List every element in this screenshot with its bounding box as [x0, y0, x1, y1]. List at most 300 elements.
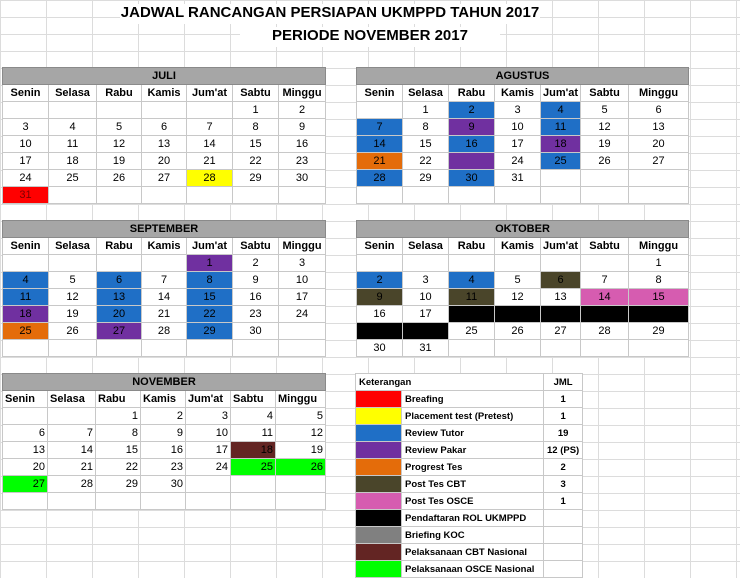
day-cell[interactable]: 28 — [357, 170, 403, 187]
day-cell[interactable]: 20 — [541, 306, 581, 323]
day-cell[interactable]: 2 — [141, 408, 186, 425]
day-cell[interactable] — [233, 187, 279, 204]
day-cell[interactable] — [3, 493, 48, 510]
day-cell[interactable]: 1 — [187, 255, 233, 272]
day-cell[interactable]: 22 — [233, 153, 279, 170]
week-row — [357, 323, 689, 340]
day-cell[interactable]: 5 — [581, 102, 629, 119]
day-cell[interactable]: 26 — [495, 323, 541, 340]
day-cell[interactable]: 2 — [449, 102, 495, 119]
day-cell[interactable]: 25 — [49, 170, 97, 187]
weekday-header: Minggu — [276, 391, 326, 408]
legend-row — [356, 476, 583, 493]
day-cell[interactable] — [449, 187, 495, 204]
day-cell[interactable]: 28 — [48, 476, 96, 493]
day-cell[interactable]: 24 — [403, 323, 449, 340]
day-cell[interactable]: 7 — [142, 272, 187, 289]
day-cell[interactable]: 21 — [142, 306, 187, 323]
day-cell[interactable] — [449, 153, 495, 170]
legend-swatch — [356, 425, 402, 442]
day-cell[interactable] — [357, 255, 403, 272]
day-cell[interactable]: 24 — [495, 153, 541, 170]
day-cell[interactable]: 1 — [233, 102, 279, 119]
day-cell[interactable] — [357, 187, 403, 204]
day-cell[interactable] — [142, 255, 187, 272]
legend-swatch — [356, 442, 402, 459]
day-cell[interactable]: 3 — [403, 272, 449, 289]
legend-swatch — [356, 476, 402, 493]
day-cell[interactable]: 29 — [187, 323, 233, 340]
weekday-header: Kamis — [141, 391, 186, 408]
day-cell[interactable]: 20 — [3, 459, 48, 476]
day-cell[interactable]: 8 — [96, 425, 141, 442]
weekday-header: Senin — [3, 238, 49, 255]
legend-row — [356, 425, 583, 442]
day-cell[interactable]: 17 — [403, 306, 449, 323]
legend-swatch — [356, 408, 402, 425]
day-cell[interactable] — [495, 255, 541, 272]
day-cell[interactable]: 19 — [581, 136, 629, 153]
day-cell[interactable]: 23 — [357, 323, 403, 340]
week-row — [3, 459, 326, 476]
legend-label: Post Tes OSCE — [402, 493, 544, 510]
day-cell[interactable]: 19 — [276, 442, 326, 459]
day-cell[interactable]: 3 — [3, 119, 49, 136]
day-cell[interactable]: 17 — [186, 442, 231, 459]
day-cell[interactable]: 4 — [449, 272, 495, 289]
day-cell[interactable] — [541, 170, 581, 187]
day-cell[interactable]: 1 — [96, 408, 141, 425]
day-cell[interactable]: 1 — [403, 102, 449, 119]
day-cell[interactable]: 22 — [187, 306, 233, 323]
day-cell[interactable] — [187, 340, 233, 357]
week-row — [3, 493, 326, 510]
day-cell[interactable] — [276, 493, 326, 510]
day-cell[interactable] — [49, 187, 97, 204]
week-row — [3, 408, 326, 425]
day-cell[interactable]: 21 — [48, 459, 96, 476]
day-cell[interactable]: 11 — [449, 289, 495, 306]
day-cell[interactable] — [142, 340, 187, 357]
day-cell[interactable]: 16 — [279, 136, 326, 153]
calendar-oktober — [356, 220, 689, 357]
weekday-header: Sabtu — [581, 238, 629, 255]
day-cell[interactable] — [231, 493, 276, 510]
legend-row — [356, 408, 583, 425]
day-cell[interactable]: 10 — [495, 119, 541, 136]
legend-label: Briefing KOC — [402, 527, 544, 544]
day-cell[interactable]: 26 — [97, 170, 142, 187]
day-cell[interactable]: 30 — [357, 340, 403, 357]
day-cell[interactable]: 21 — [581, 306, 629, 323]
day-cell[interactable]: 26 — [49, 323, 97, 340]
day-cell[interactable]: 20 — [629, 136, 689, 153]
day-cell[interactable] — [3, 102, 49, 119]
day-cell[interactable] — [629, 340, 689, 357]
day-cell[interactable]: 13 — [541, 289, 581, 306]
day-cell[interactable]: 30 — [141, 476, 186, 493]
day-cell[interactable]: 8 — [403, 119, 449, 136]
week-row — [3, 425, 326, 442]
day-cell[interactable]: 14 — [142, 289, 187, 306]
day-cell[interactable]: 6 — [97, 272, 142, 289]
day-cell[interactable]: 16 — [449, 136, 495, 153]
day-cell[interactable]: 13 — [3, 442, 48, 459]
day-cell[interactable]: 4 — [49, 119, 97, 136]
day-cell[interactable] — [541, 187, 581, 204]
day-cell[interactable] — [3, 255, 49, 272]
day-cell[interactable]: 3 — [186, 408, 231, 425]
weekday-header: Selasa — [403, 85, 449, 102]
day-cell[interactable] — [187, 187, 233, 204]
day-cell[interactable] — [231, 476, 276, 493]
week-row — [3, 119, 326, 136]
legend-header: Keterangan — [356, 374, 544, 391]
legend-label: Pelaksanaan OSCE Nasional — [402, 561, 544, 578]
day-cell[interactable]: 4 — [3, 272, 49, 289]
day-cell[interactable]: 29 — [233, 170, 279, 187]
legend-label: Breafing — [402, 391, 544, 408]
day-cell[interactable]: 14 — [581, 289, 629, 306]
day-cell[interactable] — [48, 408, 96, 425]
week-row — [357, 153, 689, 170]
day-cell[interactable]: 30 — [279, 170, 326, 187]
week-row — [357, 306, 689, 323]
legend-row — [356, 544, 583, 561]
legend-count — [544, 544, 583, 561]
weekday-header: Selasa — [49, 238, 97, 255]
day-cell[interactable]: 7 — [187, 119, 233, 136]
day-cell[interactable]: 27 — [97, 323, 142, 340]
day-cell[interactable]: 5 — [97, 119, 142, 136]
weekday-header: Senin — [357, 238, 403, 255]
day-cell[interactable]: 15 — [233, 136, 279, 153]
day-cell[interactable]: 6 — [629, 102, 689, 119]
day-cell[interactable]: 13 — [142, 136, 187, 153]
day-cell[interactable]: 24 — [3, 170, 49, 187]
day-cell[interactable]: 19 — [49, 306, 97, 323]
week-row — [3, 170, 326, 187]
day-cell[interactable]: 28 — [187, 170, 233, 187]
day-cell[interactable]: 31 — [495, 170, 541, 187]
weekday-header: Sabtu — [581, 85, 629, 102]
day-cell[interactable]: 22 — [96, 459, 141, 476]
day-cell[interactable] — [49, 255, 97, 272]
legend-row — [356, 510, 583, 527]
day-cell[interactable] — [629, 187, 689, 204]
week-row — [3, 136, 326, 153]
day-cell[interactable]: 2 — [357, 272, 403, 289]
month-title: JULI — [3, 68, 326, 85]
weekday-header: Kamis — [495, 238, 541, 255]
day-cell[interactable]: 18 — [541, 136, 581, 153]
day-cell[interactable]: 9 — [233, 272, 279, 289]
week-row — [357, 136, 689, 153]
day-cell[interactable] — [449, 340, 495, 357]
legend-row — [356, 493, 583, 510]
day-cell[interactable]: 16 — [357, 306, 403, 323]
day-cell[interactable]: 10 — [279, 272, 326, 289]
legend-swatch — [356, 493, 402, 510]
day-cell[interactable] — [541, 255, 581, 272]
day-cell[interactable] — [97, 187, 142, 204]
legend-count: 12 (PS) — [544, 442, 583, 459]
weekday-header: Selasa — [48, 391, 96, 408]
day-cell[interactable]: 11 — [3, 289, 49, 306]
week-row — [3, 340, 326, 357]
day-cell[interactable]: 15 — [187, 289, 233, 306]
day-cell[interactable]: 25 — [231, 459, 276, 476]
day-cell[interactable] — [233, 340, 279, 357]
day-cell[interactable]: 22 — [629, 306, 689, 323]
day-cell[interactable]: 25 — [541, 153, 581, 170]
day-cell[interactable]: 12 — [49, 289, 97, 306]
day-cell[interactable]: 15 — [96, 442, 141, 459]
day-cell[interactable]: 2 — [233, 255, 279, 272]
day-cell[interactable]: 19 — [97, 153, 142, 170]
week-row — [3, 255, 326, 272]
day-cell[interactable]: 22 — [403, 153, 449, 170]
weekday-header: Jum'at — [186, 391, 231, 408]
day-cell[interactable]: 20 — [142, 153, 187, 170]
day-cell[interactable]: 11 — [541, 119, 581, 136]
day-cell[interactable]: 18 — [49, 153, 97, 170]
legend-count: 3 — [544, 476, 583, 493]
day-cell[interactable]: 24 — [186, 459, 231, 476]
day-cell[interactable]: 28 — [581, 323, 629, 340]
legend-count — [544, 510, 583, 527]
day-cell[interactable] — [495, 340, 541, 357]
day-cell[interactable] — [49, 340, 97, 357]
day-cell[interactable]: 15 — [629, 289, 689, 306]
day-cell[interactable] — [142, 102, 187, 119]
day-cell[interactable]: 5 — [495, 272, 541, 289]
week-row — [3, 476, 326, 493]
weekday-header: Selasa — [403, 238, 449, 255]
legend-count — [544, 527, 583, 544]
day-cell[interactable]: 13 — [97, 289, 142, 306]
day-cell[interactable]: 7 — [357, 119, 403, 136]
day-cell[interactable]: 18 — [231, 442, 276, 459]
day-cell[interactable]: 6 — [541, 272, 581, 289]
week-row — [357, 289, 689, 306]
day-cell[interactable]: 24 — [279, 306, 326, 323]
day-cell[interactable]: 5 — [276, 408, 326, 425]
day-cell[interactable]: 17 — [279, 289, 326, 306]
day-cell[interactable]: 14 — [357, 136, 403, 153]
weekday-header: Minggu — [279, 85, 326, 102]
day-cell[interactable] — [581, 187, 629, 204]
weekday-header: Minggu — [629, 238, 689, 255]
day-cell[interactable]: 16 — [233, 289, 279, 306]
day-cell[interactable]: 13 — [629, 119, 689, 136]
weekday-header: Senin — [357, 85, 403, 102]
weekday-header: Kamis — [495, 85, 541, 102]
day-cell[interactable] — [3, 340, 49, 357]
day-cell[interactable]: 7 — [48, 425, 96, 442]
day-cell[interactable] — [48, 493, 96, 510]
day-cell[interactable]: 1 — [629, 255, 689, 272]
day-cell[interactable] — [141, 493, 186, 510]
day-cell[interactable]: 29 — [96, 476, 141, 493]
day-cell[interactable]: 18 — [449, 306, 495, 323]
day-cell[interactable]: 12 — [276, 425, 326, 442]
day-cell[interactable]: 20 — [97, 306, 142, 323]
week-row — [3, 289, 326, 306]
day-cell[interactable]: 31 — [3, 187, 49, 204]
day-cell[interactable] — [357, 102, 403, 119]
month-title: NOVEMBER — [3, 374, 326, 391]
legend-label: Placement test (Pretest) — [402, 408, 544, 425]
day-cell[interactable]: 17 — [3, 153, 49, 170]
weekday-header: Senin — [3, 85, 49, 102]
weekday-header: Jum'at — [187, 85, 233, 102]
day-cell[interactable]: 9 — [449, 119, 495, 136]
day-cell[interactable]: 6 — [142, 119, 187, 136]
day-cell[interactable]: 4 — [231, 408, 276, 425]
day-cell[interactable] — [97, 102, 142, 119]
day-cell[interactable]: 14 — [48, 442, 96, 459]
day-cell[interactable]: 26 — [581, 153, 629, 170]
day-cell[interactable] — [279, 187, 326, 204]
legend-label: Review Pakar — [402, 442, 544, 459]
weekday-header: Senin — [3, 391, 48, 408]
legend-count: 1 — [544, 408, 583, 425]
day-cell[interactable]: 11 — [231, 425, 276, 442]
day-cell[interactable]: 29 — [629, 323, 689, 340]
day-cell[interactable]: 31 — [403, 340, 449, 357]
day-cell[interactable]: 11 — [49, 136, 97, 153]
day-cell[interactable]: 6 — [3, 425, 48, 442]
day-cell[interactable] — [49, 102, 97, 119]
day-cell[interactable]: 9 — [357, 289, 403, 306]
week-row — [3, 323, 326, 340]
day-cell[interactable] — [581, 170, 629, 187]
day-cell[interactable]: 21 — [357, 153, 403, 170]
day-cell[interactable] — [279, 323, 326, 340]
month-title: SEPTEMBER — [3, 221, 326, 238]
day-cell[interactable]: 9 — [141, 425, 186, 442]
day-cell[interactable] — [403, 255, 449, 272]
day-cell[interactable] — [581, 340, 629, 357]
day-cell[interactable] — [97, 255, 142, 272]
week-row — [357, 187, 689, 204]
week-row — [3, 272, 326, 289]
day-cell[interactable]: 9 — [279, 119, 326, 136]
day-cell[interactable]: 27 — [629, 153, 689, 170]
day-cell[interactable]: 5 — [49, 272, 97, 289]
calendar-september — [2, 220, 326, 357]
day-cell[interactable] — [186, 493, 231, 510]
day-cell[interactable]: 2 — [279, 102, 326, 119]
day-cell[interactable] — [495, 187, 541, 204]
day-cell[interactable]: 10 — [3, 136, 49, 153]
day-cell[interactable]: 12 — [495, 289, 541, 306]
day-cell[interactable]: 10 — [403, 289, 449, 306]
legend-count: 1 — [544, 391, 583, 408]
legend-label: Post Tes CBT — [402, 476, 544, 493]
day-cell[interactable]: 10 — [186, 425, 231, 442]
day-cell[interactable] — [449, 255, 495, 272]
legend-label: Pendaftaran ROL UKMPPD — [402, 510, 544, 527]
day-cell[interactable] — [279, 340, 326, 357]
day-cell[interactable]: 23 — [141, 459, 186, 476]
day-cell[interactable]: 3 — [279, 255, 326, 272]
day-cell[interactable]: 18 — [3, 306, 49, 323]
day-cell[interactable]: 8 — [187, 272, 233, 289]
day-cell[interactable]: 23 — [233, 306, 279, 323]
day-cell[interactable]: 17 — [495, 136, 541, 153]
week-row — [357, 170, 689, 187]
day-cell[interactable]: 25 — [3, 323, 49, 340]
day-cell[interactable]: 12 — [581, 119, 629, 136]
week-row — [357, 255, 689, 272]
day-cell[interactable]: 23 — [279, 153, 326, 170]
day-cell[interactable]: 12 — [97, 136, 142, 153]
week-row — [3, 153, 326, 170]
day-cell[interactable] — [3, 408, 48, 425]
week-row — [357, 340, 689, 357]
day-cell[interactable]: 16 — [141, 442, 186, 459]
legend-table — [355, 373, 583, 578]
day-cell[interactable]: 14 — [187, 136, 233, 153]
day-cell[interactable] — [96, 493, 141, 510]
calendar-agustus — [356, 67, 689, 204]
day-cell[interactable]: 21 — [187, 153, 233, 170]
legend-row — [356, 459, 583, 476]
day-cell[interactable]: 29 — [403, 170, 449, 187]
day-cell[interactable]: 19 — [495, 306, 541, 323]
day-cell[interactable]: 27 — [541, 323, 581, 340]
day-cell[interactable] — [187, 102, 233, 119]
legend-row — [356, 527, 583, 544]
day-cell[interactable]: 3 — [495, 102, 541, 119]
day-cell[interactable]: 27 — [3, 476, 48, 493]
day-cell[interactable]: 4 — [541, 102, 581, 119]
day-cell[interactable] — [97, 340, 142, 357]
day-cell[interactable]: 25 — [449, 323, 495, 340]
day-cell[interactable] — [276, 476, 326, 493]
legend-row — [356, 442, 583, 459]
weekday-header: Sabtu — [233, 238, 279, 255]
day-cell[interactable] — [186, 476, 231, 493]
week-row — [3, 102, 326, 119]
weekday-header: Rabu — [96, 391, 141, 408]
day-cell[interactable] — [142, 187, 187, 204]
day-cell[interactable]: 8 — [629, 272, 689, 289]
weekday-header: Rabu — [97, 238, 142, 255]
day-cell[interactable]: 15 — [403, 136, 449, 153]
day-cell[interactable]: 27 — [142, 170, 187, 187]
day-cell[interactable] — [581, 255, 629, 272]
day-cell[interactable]: 8 — [233, 119, 279, 136]
day-cell[interactable]: 28 — [142, 323, 187, 340]
legend-swatch — [356, 527, 402, 544]
day-cell[interactable]: 7 — [581, 272, 629, 289]
day-cell[interactable] — [629, 170, 689, 187]
month-title: OKTOBER — [357, 221, 689, 238]
page-subtitle: PERIODE NOVEMBER 2017 — [240, 27, 500, 47]
day-cell[interactable] — [541, 340, 581, 357]
day-cell[interactable]: 30 — [233, 323, 279, 340]
legend-count: 19 — [544, 425, 583, 442]
day-cell[interactable] — [403, 187, 449, 204]
weekday-header: Sabtu — [231, 391, 276, 408]
day-cell[interactable]: 26 — [276, 459, 326, 476]
calendar-november — [2, 373, 326, 510]
day-cell[interactable]: 30 — [449, 170, 495, 187]
page-title: JADWAL RANCANGAN PERSIAPAN UKMPPD TAHUN 2017 — [120, 4, 540, 24]
